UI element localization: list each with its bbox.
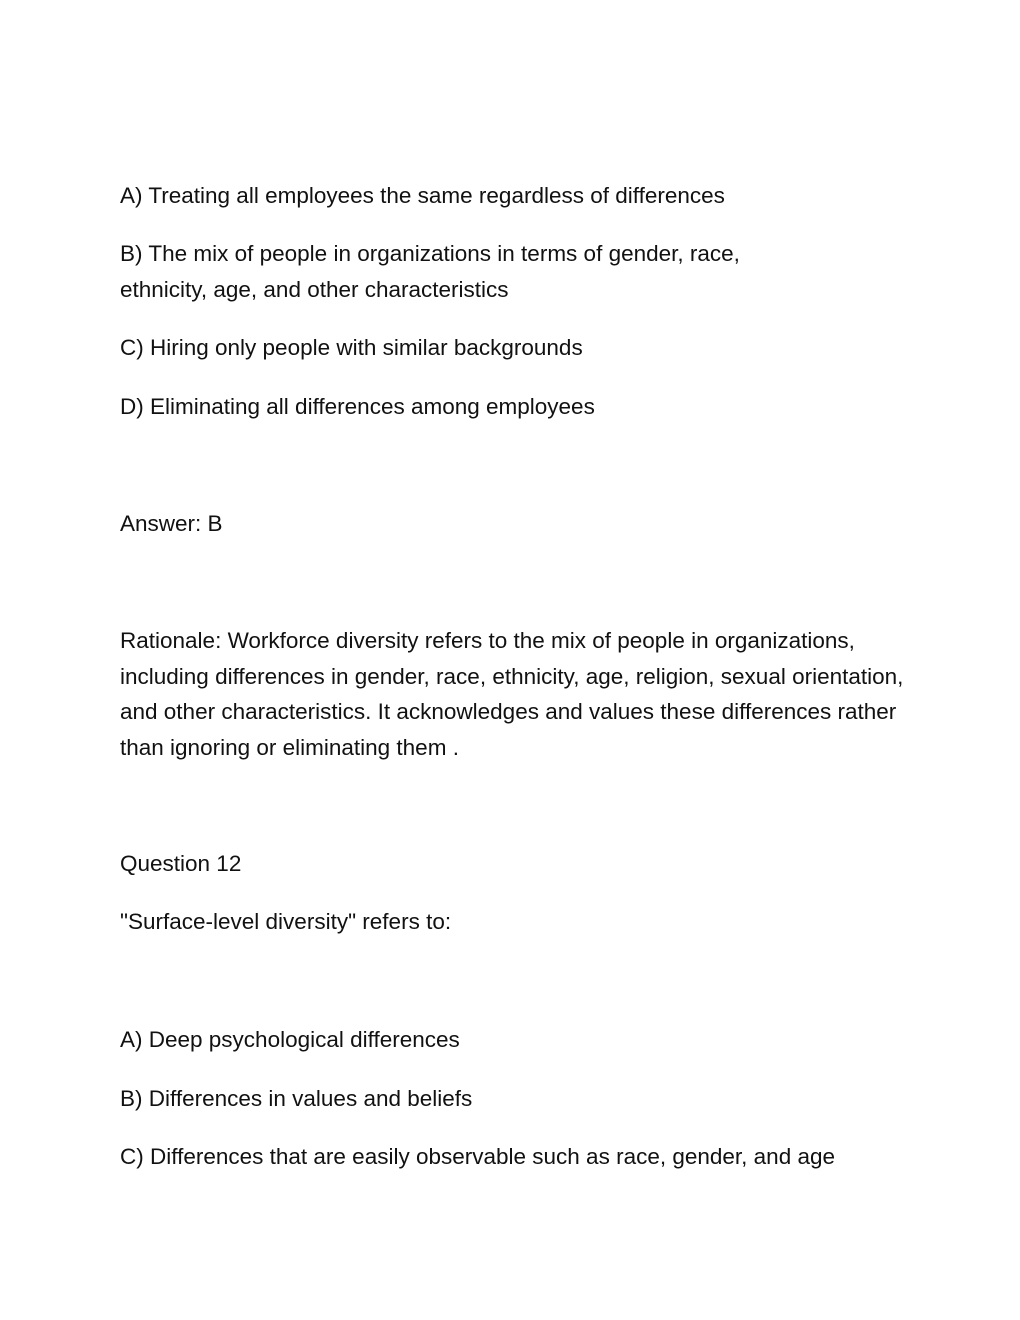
q12-option-a-text: A) Deep psychological differences [120,1027,460,1052]
question-heading: Question 12 [120,851,242,876]
option-b-text: B) The mix of people in organizations in terms of gender, race, ethnicity, age, and other characteristics [120,241,740,302]
question-prompt: "Surface-level diversity" refers to: [120,909,452,934]
option-c-text: C) Hiring only people with similar backgrounds [120,335,583,360]
option-a-text: A) Treating all employees the same regardless of differences [120,183,725,208]
rationale-text: Rationale: Workforce diversity refers to the mix of people in organizations, including differences in gender, race, ethnicity, age, religion, sexual orientation, and other characteristics. It acknowledges and values these differences rather than ignoring or eliminating them . [120,628,904,760]
answer-text: Answer: B [120,511,223,536]
q12-option-b-text: B) Differences in values and beliefs [120,1086,473,1111]
q12-option-c-text: C) Differences that are easily observable such as race, gender, and age [120,1144,836,1169]
option-d-text: D) Eliminating all differences among employees [120,394,595,419]
